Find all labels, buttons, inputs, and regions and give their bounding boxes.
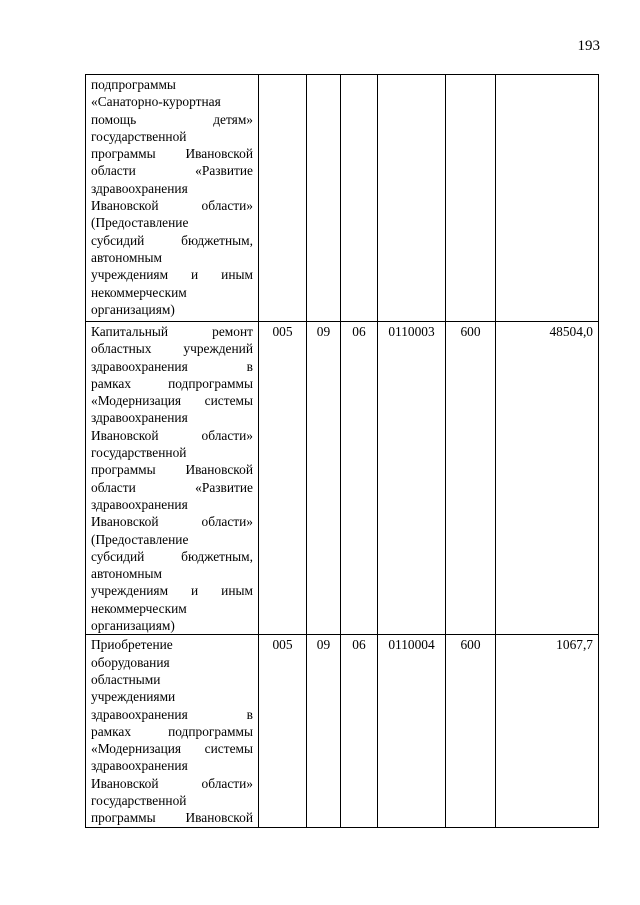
expense-name-line: Капитальный ремонт xyxy=(91,324,253,339)
expense-name-line: области «Развитие xyxy=(91,479,253,495)
expense-name-cell xyxy=(86,322,259,635)
subsection-code-cell xyxy=(341,75,378,322)
expense-name-line: программы Ивановской xyxy=(91,146,253,162)
expense-name-line: автономным xyxy=(91,249,163,265)
expense-name-line: автономным xyxy=(91,566,163,582)
expense-name-line: рамках подпрограммы xyxy=(91,723,253,739)
expense-name-line: «Санаторно-курортная xyxy=(91,94,221,110)
expense-name-line: Приобретение xyxy=(91,637,173,653)
expense-name-line: государственной xyxy=(91,793,187,809)
table-row xyxy=(86,75,599,322)
expense-name-line: (Предоставление xyxy=(91,215,189,231)
expense-name-line: Ивановской области» xyxy=(91,514,253,530)
expense-name-cell xyxy=(86,635,259,827)
section-code-cell: 09 xyxy=(307,635,341,827)
expense-name-line: здравоохранения в xyxy=(91,706,253,722)
expense-name-line: помощь детям» xyxy=(91,111,253,127)
amount-cell: 48504,0 xyxy=(496,322,599,635)
expense-name-line: «Модернизация системы xyxy=(91,741,253,757)
expense-name-line: здравоохранения xyxy=(91,410,188,426)
expense-name-line: программы Ивановской xyxy=(91,462,253,478)
ministry-code-cell xyxy=(259,75,307,322)
expense-name-line: области «Развитие xyxy=(91,163,253,179)
expense-name-line: областными xyxy=(91,671,161,687)
expense-name-line: некоммерческим xyxy=(91,600,187,616)
expense-name-line: организациям) xyxy=(91,301,175,317)
expense-name-cell xyxy=(86,75,259,322)
subsection-code-cell: 06 xyxy=(341,635,378,827)
expense-type-cell: 600 xyxy=(446,322,496,635)
expense-type-cell xyxy=(446,75,496,322)
section-code-cell: 09 xyxy=(307,322,341,635)
expense-name-line: рамках подпрограммы xyxy=(91,375,253,391)
expense-name-line: здравоохранения xyxy=(91,496,188,512)
ministry-code-cell: 005 xyxy=(259,322,307,635)
amount-cell xyxy=(496,75,599,322)
section-code-cell xyxy=(307,75,341,322)
table-row xyxy=(86,322,599,635)
expense-name-line: государственной xyxy=(91,445,187,461)
expense-name-line: подпрограммы xyxy=(91,77,176,92)
expense-name-line: здравоохранения xyxy=(91,758,188,774)
budget-table xyxy=(85,74,599,828)
target-article-cell: 0110004 xyxy=(378,635,446,827)
expense-name-line: областных учреждений xyxy=(91,341,253,357)
expense-name-line: учреждениями xyxy=(91,689,176,705)
subsection-code-cell: 06 xyxy=(341,322,378,635)
expense-name-line: Ивановской области» xyxy=(91,198,253,214)
amount-cell: 1067,7 xyxy=(496,635,599,827)
table-row xyxy=(86,635,599,827)
page-number: 193 xyxy=(577,38,600,54)
expense-name-line: Ивановской области» xyxy=(91,775,253,791)
expense-name-line: субсидий бюджетным, xyxy=(91,232,253,248)
expense-name-line: здравоохранения в xyxy=(91,358,253,374)
expense-name-line: некоммерческим xyxy=(91,284,187,300)
target-article-cell: 0110003 xyxy=(378,322,446,635)
expense-name-line: субсидий бюджетным, xyxy=(91,548,253,564)
expense-name-line: организациям) xyxy=(91,618,175,634)
target-article-cell xyxy=(378,75,446,322)
expense-name-line: здравоохранения xyxy=(91,180,188,196)
expense-name-line: учреждениям и иным xyxy=(91,267,253,283)
budget-table-body xyxy=(86,75,599,828)
expense-type-cell: 600 xyxy=(446,635,496,827)
expense-name-line: «Модернизация системы xyxy=(91,393,253,409)
expense-name-line: учреждениям и иным xyxy=(91,583,253,599)
expense-name-line: Ивановской области» xyxy=(91,427,253,443)
expense-name-line: государственной xyxy=(91,128,187,144)
expense-name-line: оборудования xyxy=(91,654,170,670)
expense-name-line: программы Ивановской xyxy=(91,810,253,826)
ministry-code-cell: 005 xyxy=(259,635,307,827)
expense-name-line: (Предоставление xyxy=(91,531,189,547)
